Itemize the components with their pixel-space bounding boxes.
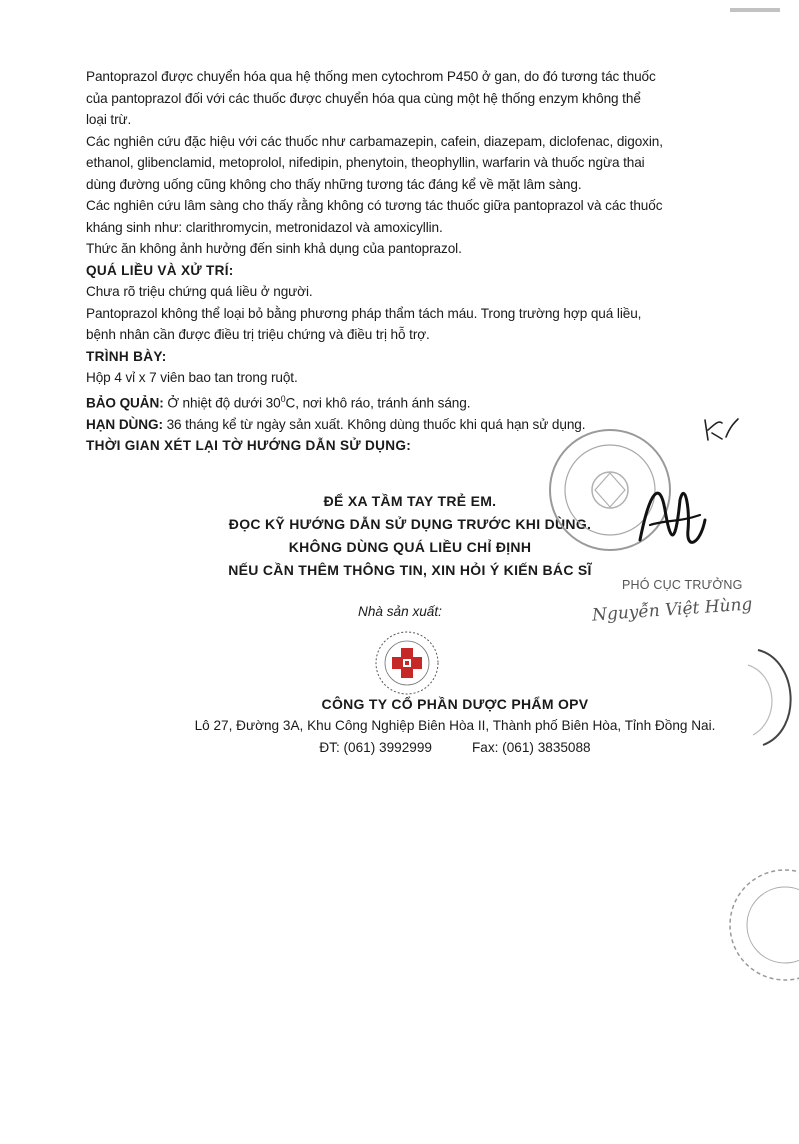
- warning-line: KHÔNG DÙNG QUÁ LIỀU CHỈ ĐỊNH: [288, 539, 532, 555]
- warning-line: ĐỌC KỸ HƯỚNG DẪN SỬ DỤNG TRƯỚC KHI DÙNG.: [228, 516, 592, 532]
- warning-line: ĐỂ XA TẦM TAY TRẺ EM.: [323, 493, 497, 509]
- handwritten-initials-icon: [700, 415, 740, 445]
- text-line: loại trừ.: [86, 112, 132, 127]
- text-line: ethanol, glibenclamid, metoprolol, nifedipin, phenytoin, theophyllin, warfarin và thuốc ngừa thai: [86, 155, 645, 170]
- storage-text: Ở nhiệt độ dưới 30: [163, 395, 281, 411]
- text-line: Các nghiên cứu đặc hiệu với các thuốc như carbamazepin, cafein, diazepam, diclofenac, digoxin,: [86, 133, 663, 149]
- company-address: Lô 27, Đường 3A, Khu Công Nghiệp Biên Hòa II, Thành phố Biên Hòa, Tỉnh Đồng Nai.: [194, 718, 716, 733]
- approver-title: PHÓ CỤC TRƯỞNG: [622, 578, 743, 592]
- text-line: Pantoprazol không thể loại bỏ bằng phương pháp thẩm tách máu. Trong trường hợp quá liều,: [86, 305, 642, 321]
- section-heading-overdose: QUÁ LIỀU VÀ XỬ TRÍ:: [86, 262, 234, 278]
- interactions-section: [86, 66, 726, 260]
- text-line: dùng đường uống cũng không cho thấy những tương tác đáng kể về mặt lâm sàng.: [86, 176, 582, 192]
- storage-label: BẢO QUẢN:: [86, 395, 164, 411]
- expiry-label: HẠN DÙNG:: [86, 416, 163, 432]
- warning-line: NẾU CẦN THÊM THÔNG TIN, XIN HỎI Ý KIẾN BÁC SĨ: [228, 562, 592, 578]
- manufacturer-label: Nhà sản xuất:: [358, 604, 442, 619]
- section-heading-presentation: TRÌNH BÀY:: [86, 348, 167, 364]
- section-heading-review: THỜI GIAN XÉT LẠI TỜ HƯỚNG DẪN SỬ DỤNG:: [86, 438, 412, 454]
- text-line: kháng sinh như: clarithromycin, metronidazol và amoxicyllin.: [86, 219, 443, 235]
- storage-line: [86, 389, 726, 414]
- overdose-section: [86, 260, 726, 346]
- text-line: Thức ăn không ảnh hưởng đến sinh khả dụng của pantoprazol.: [86, 241, 462, 256]
- company-phone: ĐT: (061) 3992999: [319, 740, 432, 755]
- company-block: [150, 693, 760, 759]
- expiry-text: 36 tháng kể từ ngày sản xuất. Không dùng thuốc khi quá hạn sử dụng.: [162, 416, 586, 432]
- text-line: Các nghiên cứu lâm sàng cho thấy rằng không có tương tác thuốc giữa pantoprazol và các thuốc: [86, 198, 663, 213]
- text-line: của pantoprazol đối với các thuốc được chuyển hóa qua cùng một hệ thống enzym không thể: [86, 90, 641, 106]
- text-line: bệnh nhân cần được điều trị triệu chứng và điều trị hỗ trợ.: [86, 327, 430, 342]
- presentation-section: [86, 346, 726, 389]
- text-line: Chưa rõ triệu chứng quá liều ở người.: [86, 284, 313, 299]
- company-fax: Fax: (061) 3835088: [471, 740, 591, 755]
- document-body: [86, 66, 726, 457]
- company-name: CÔNG TY CỔ PHẦN DƯỢC PHẨM OPV: [321, 696, 589, 712]
- partial-seal-stamp-icon: [718, 640, 799, 750]
- text-line: Hộp 4 vỉ x 7 viên bao tan trong ruột.: [86, 370, 298, 385]
- opv-cross-logo-icon: [372, 628, 442, 698]
- degree-superscript: 0: [280, 393, 286, 404]
- approver-name: Nguyễn Việt Hùng: [591, 594, 753, 626]
- partial-seal-stamp-icon: [690, 860, 799, 990]
- handwritten-signature-icon: [630, 470, 710, 565]
- text-line: Pantoprazol được chuyển hóa qua hệ thống men cytochrom P450 ở gan, do đó tương tác thuốc: [86, 69, 656, 84]
- scan-artifact: [730, 8, 780, 12]
- storage-text-after: C, nơi khô ráo, tránh ánh sáng.: [285, 395, 471, 411]
- contact-row: [150, 737, 760, 759]
